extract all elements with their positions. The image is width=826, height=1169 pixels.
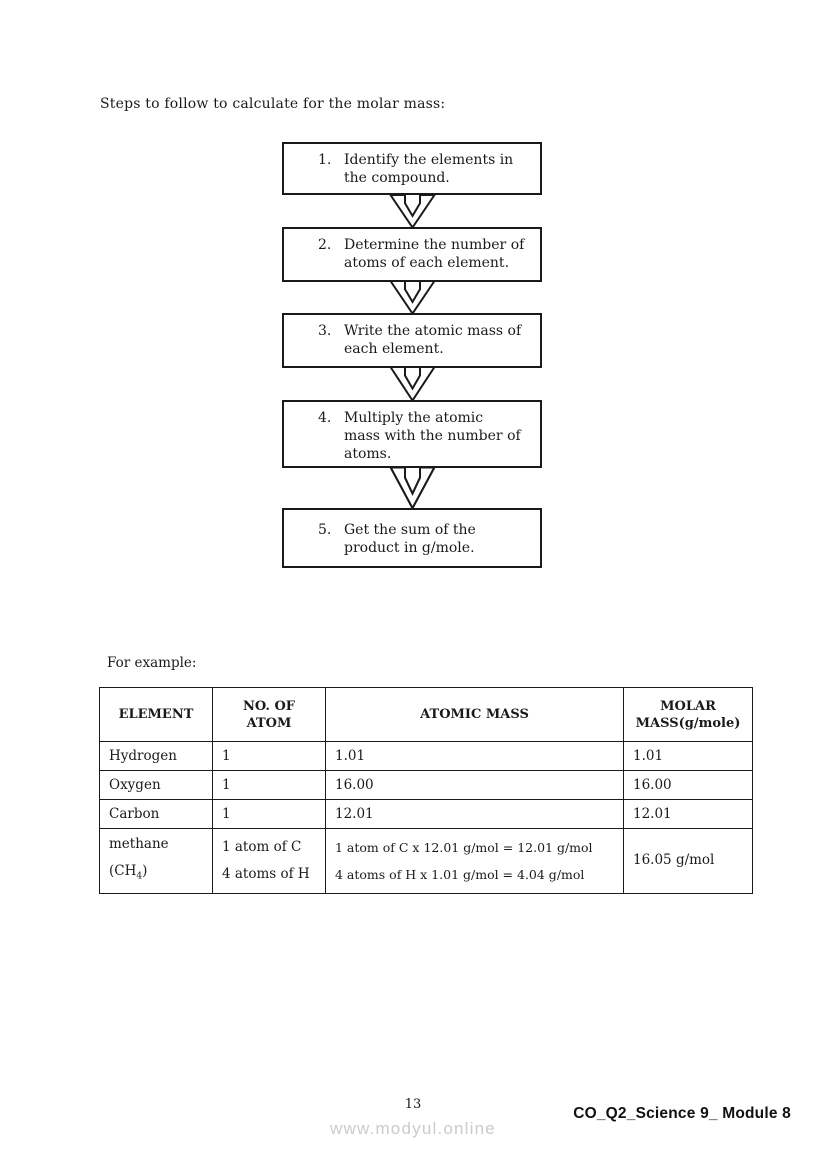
flowchart-step-4 xyxy=(282,400,542,468)
page-number: 13 xyxy=(404,1097,422,1112)
flowchart-step-5 xyxy=(282,508,542,568)
flowchart-step-3 xyxy=(282,313,542,368)
step-text: Determine the number of atoms of each element. xyxy=(344,237,525,271)
step-number: 3. xyxy=(318,323,332,339)
molar-mass-table xyxy=(99,687,753,894)
down-arrow-icon xyxy=(389,366,436,402)
table-row xyxy=(100,742,753,771)
atoms-cell: 1 xyxy=(213,800,326,829)
atomic-mass-cell: 1.01 xyxy=(326,742,624,771)
atomic-mass-cell: 12.01 xyxy=(326,800,624,829)
table-header-row xyxy=(100,688,753,742)
flowchart-step-1 xyxy=(282,142,542,195)
molar-mass-cell: 16.05 g/mol xyxy=(624,829,753,894)
step-number: 2. xyxy=(318,237,332,253)
step-number: 4. xyxy=(318,410,332,426)
molar-mass-cell: 16.00 xyxy=(624,771,753,800)
step-number: 5. xyxy=(318,522,332,538)
compound-name-cell: methane $(CH_4)$ xyxy=(100,829,213,894)
step-text: Get the sum of the product in g/mole. xyxy=(344,522,476,556)
section-heading: Steps to follow to calculate for the molar mass: xyxy=(100,96,446,112)
molar-mass-cell: 12.01 xyxy=(624,800,753,829)
element-cell: Hydrogen xyxy=(100,742,213,771)
example-label: For example: xyxy=(107,655,197,671)
table-row xyxy=(100,771,753,800)
table-row-methane xyxy=(100,829,753,894)
step-number: 1. xyxy=(318,152,332,168)
column-header-molar-mass: MOLAR MASS(g/mole) xyxy=(624,688,753,742)
table-row xyxy=(100,800,753,829)
module-label: CO_Q2_Science 9_ Module 8 xyxy=(573,1105,791,1122)
atoms-cell: 1 xyxy=(213,742,326,771)
chemical-formula: $(CH_4)$ xyxy=(109,863,148,882)
step-text: Write the atomic mass of each element. xyxy=(344,323,522,357)
element-cell: Oxygen xyxy=(100,771,213,800)
column-header-no-of-atom: NO. OF ATOM xyxy=(213,688,326,742)
flowchart-step-2 xyxy=(282,227,542,282)
down-arrow-icon xyxy=(389,280,436,315)
molar-mass-cell: 1.01 xyxy=(624,742,753,771)
step-text: Multiply the atomic mass with the number of atoms. xyxy=(344,410,521,462)
atomic-mass-calc-cell: 1 atom of C x 12.01 g/mol = 12.01 g/mol 4 atoms of H x 1.01 g/mol = 4.04 g/mol xyxy=(326,829,624,894)
column-header-element: ELEMENT xyxy=(100,688,213,742)
atomic-mass-cell: 16.00 xyxy=(326,771,624,800)
atoms-cell: 1 atom of C 4 atoms of H xyxy=(213,829,326,894)
watermark-text: www.modyul.online xyxy=(330,1119,496,1138)
element-cell: Carbon xyxy=(100,800,213,829)
column-header-atomic-mass: ATOMIC MASS xyxy=(326,688,624,742)
down-arrow-icon xyxy=(389,466,436,510)
step-text: Identify the elements in the compound. xyxy=(344,152,514,186)
down-arrow-icon xyxy=(389,194,436,229)
atoms-cell: 1 xyxy=(213,771,326,800)
